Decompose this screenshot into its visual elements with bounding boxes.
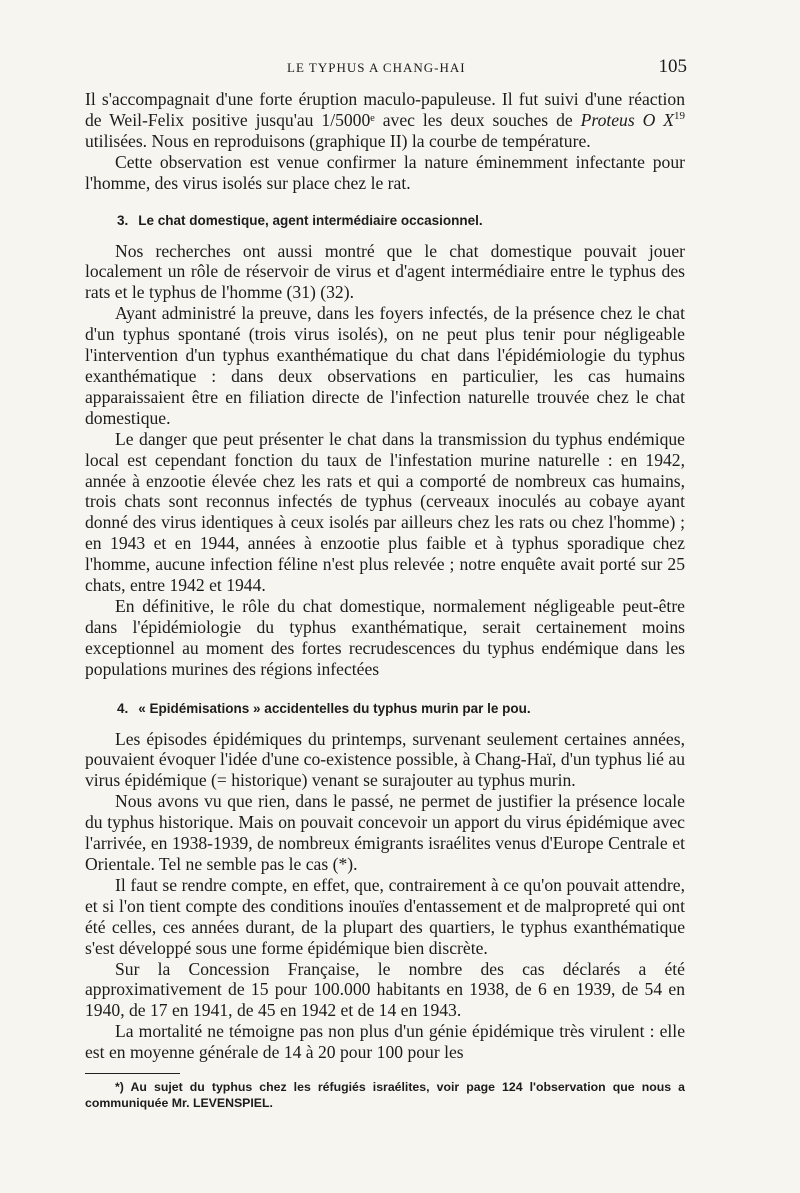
section-4-heading [85, 701, 685, 716]
section-4-paragraph: La mortalité ne témoigne pas non plus d'un génie épidémique très virulent : elle est en moyenne générale de 14 à 20 pour 100 pour les [85, 1021, 685, 1063]
book-page [85, 56, 685, 1111]
proteus-exponent: 19 [674, 110, 686, 123]
section-3-paragraph: Nos recherches ont aussi montré que le chat domestique pouvait jouer localement un rôle de réservoir de virus et d'agent intermédiaire entre le typhus des rats et le typhus de l'homme (31) (32). [85, 240, 685, 303]
section-4-number: 4. [117, 700, 129, 716]
section-3-paragraph: Le danger que peut présenter le chat dans la transmission du typhus endémique local est cependant fonction du taux de l'infestation murine naturelle : en 1942, année à enzootie élevée chez les rats et qui a comporté de nombreux cas humains, trois chats sont reconnus infectés de typhus (cerveaux inoculés au cobaye ayant donné des virus identiques à ceux isolés par ailleurs chez les rats ou chez l'homme) ; en 1943 et en 1944, années à enzootie plus faible et à typhus sporadique chez l'homme, aucune infection féline n'est plus relevée ; notre enquête avait porté sur 25 chats, entre 1942 et 1944. [85, 428, 685, 596]
intro-paragraph-2: Cette observation est venue confirmer la nature éminemment infectante pour l'homme, des virus isolés sur place chez le rat. [85, 151, 685, 193]
intro-text-2: utilisées. Nous en reproduisons (graphique II) la courbe de température. [85, 130, 591, 151]
section-4-paragraph: Les épisodes épidémiques du printemps, survenant seulement certaines années, pouvaient évoquer l'idée d'une co-existence possible, à Chang-Haï, d'un typhus lié au virus épidémique (= historique) venant se surajouter au typhus murin. [85, 728, 685, 791]
proteus-name: Proteus O X [580, 109, 675, 130]
section-4-paragraph: Sur la Concession Française, le nombre des cas déclarés a été approximativement de 15 pour 100.000 habitants en 1938, de 6 en 1939, de 54 en 1940, de 17 en 1941, de 45 en 1942 et de 14 en 1943. [85, 958, 685, 1021]
running-title: LE TYPHUS A CHANG-HAI [287, 60, 466, 75]
section-3-paragraph: Ayant administré la preuve, dans les foyers infectés, de la présence chez le chat d'un typhus spontané (trois virus isolés), on ne peut plus tenir pour négligeable l'intervention d'un typhus exanthématique du chat dans l'épidémiologie du typhus exanthématique : dans deux observations en particulier, les cas humains apparaissaient être en filiation directe de l'infection naturelle trouvée chez le chat domestique. [85, 303, 685, 428]
section-4-paragraph: Nous avons vu que rien, dans le passé, ne permet de justifier la présence locale du typhus historique. Mais on pouvait concevoir un apport du virus épidémique avec l'arrivée, en 1938-1939, de nombreux émigrants israélites venus d'Europe Centrale et Orientale. Tel ne semble pas le cas (*). [85, 791, 685, 874]
page-number: 105 [658, 56, 687, 77]
running-head [85, 56, 685, 80]
section-3-number: 3. [117, 212, 129, 228]
section-4-title: « Epidémisations » accidentelles du typhus murin par le pou. [138, 700, 531, 716]
section-3-heading [85, 213, 685, 228]
section-3-paragraph: En définitive, le rôle du chat domestique, normalement négligeable peut-être dans l'épidémiologie du typhus exanthématique, serait certainement moins exceptionnel au moment des fortes recrudescences du typhus endémique dans les populations murines des régions infectées [85, 595, 685, 679]
intro-text-1: Il s'accompagnait d'une forte éruption maculo-papuleuse. Il fut suivi d'une réaction de Weil-Felix positive jusqu'au 1/5000ᵉ avec les deux souches de [85, 89, 685, 130]
footnote-rule [85, 1073, 180, 1074]
intro-block [85, 89, 685, 194]
intro-paragraph [85, 89, 685, 152]
section-4-paragraph: Il faut se rendre compte, en effet, que, contrairement à ce qu'on pouvait attendre, et si l'on tient compte des conditions inouïes d'entassement et de malpropreté qui ont été celles, ces années durant, de la plupart des quartiers, le typhus exanthématique s'est développé sous une forme épidémique bien discrète. [85, 874, 685, 958]
footnote: *) Au sujet du typhus chez les réfugiés israélites, voir page 124 l'observation que nous a communiquée Mr. LEVENSPIEL. [85, 1080, 685, 1111]
section-3-title: Le chat domestique, agent intermédiaire occasionnel. [138, 212, 483, 228]
